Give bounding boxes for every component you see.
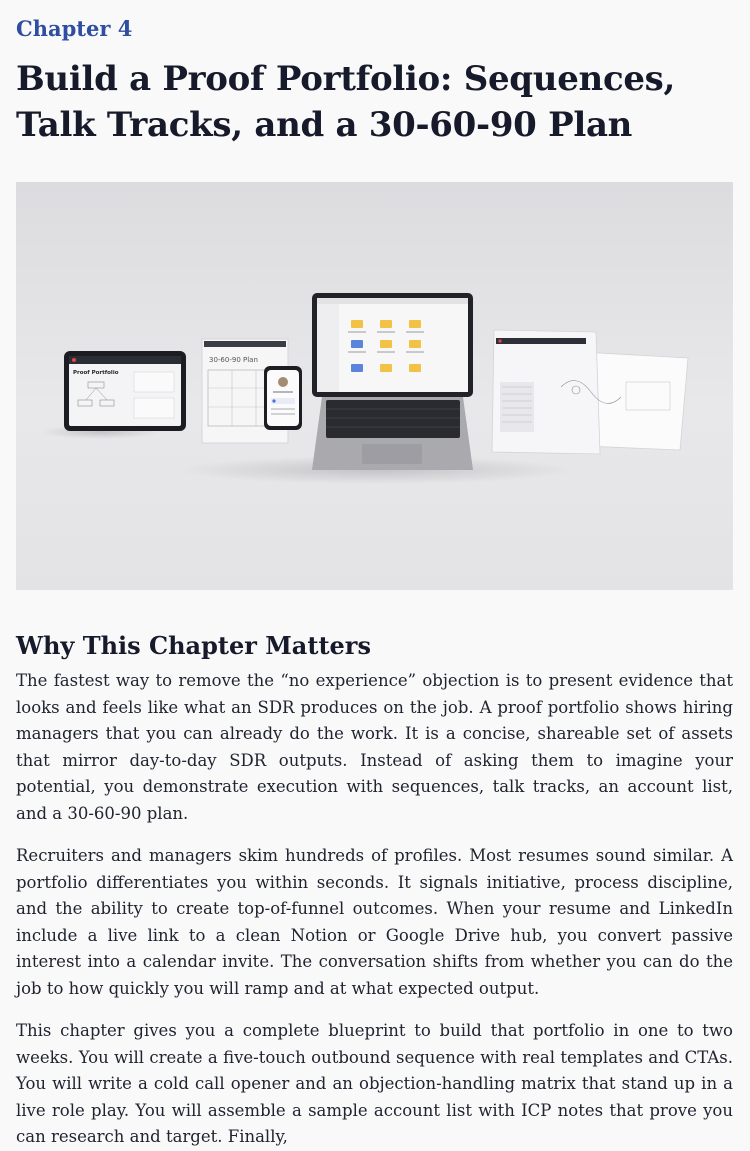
- phone-device: [264, 366, 302, 430]
- chapter-title: Build a Proof Portfolio: Sequences, Talk Tracks, and a 30-60-90 Plan: [16, 59, 676, 145]
- section-heading: Why This Chapter Matters: [16, 631, 371, 660]
- documents-stack: [492, 330, 688, 454]
- devices-illustration: [16, 182, 733, 590]
- hero-image: [16, 182, 733, 590]
- chapter-label: Chapter 4: [16, 16, 133, 41]
- plan-paper-heading: 30-60-90 Plan: [209, 356, 258, 364]
- paragraph: Recruiters and managers skim hundreds of profiles. Most resumes sound similar. A portfolio differentiates you within seconds. It signals initiative, process discipline, and the ability to create top-of-funnel outcomes. When your resume and LinkedIn include a live link to a clean Notion or Google Drive hub, you convert passive interest into a calendar invite. The conversation shifts from whether you can do the job to how quickly you will ramp and at what expected output.: [16, 846, 733, 998]
- paragraph: This chapter gives you a complete blueprint to build that portfolio in one to two weeks. You will create a five-touch outbound sequence with real templates and CTAs. You will write a cold call opener and an objection-handling matrix that stand up in a live role play. You will assemble a sample account list with ICP notes that prove you can research and target. Finally,: [16, 1021, 733, 1146]
- laptop-device: [312, 293, 473, 470]
- tablet-heading: Proof Portfolio: [73, 370, 119, 376]
- tablet-device: [64, 351, 186, 431]
- paragraph: The fastest way to remove the “no experience” objection is to present evidence that looks and feels like what an SDR produces on the job. A proof portfolio shows hiring managers that you can already do the work. It is a concise, shareable set of assets that mirror day-to-day SDR outputs. Instead of asking them to imagine your potential, you demonstrate execution with sequences, talk tracks, an account list, and a 30-60-90 plan.: [16, 671, 733, 823]
